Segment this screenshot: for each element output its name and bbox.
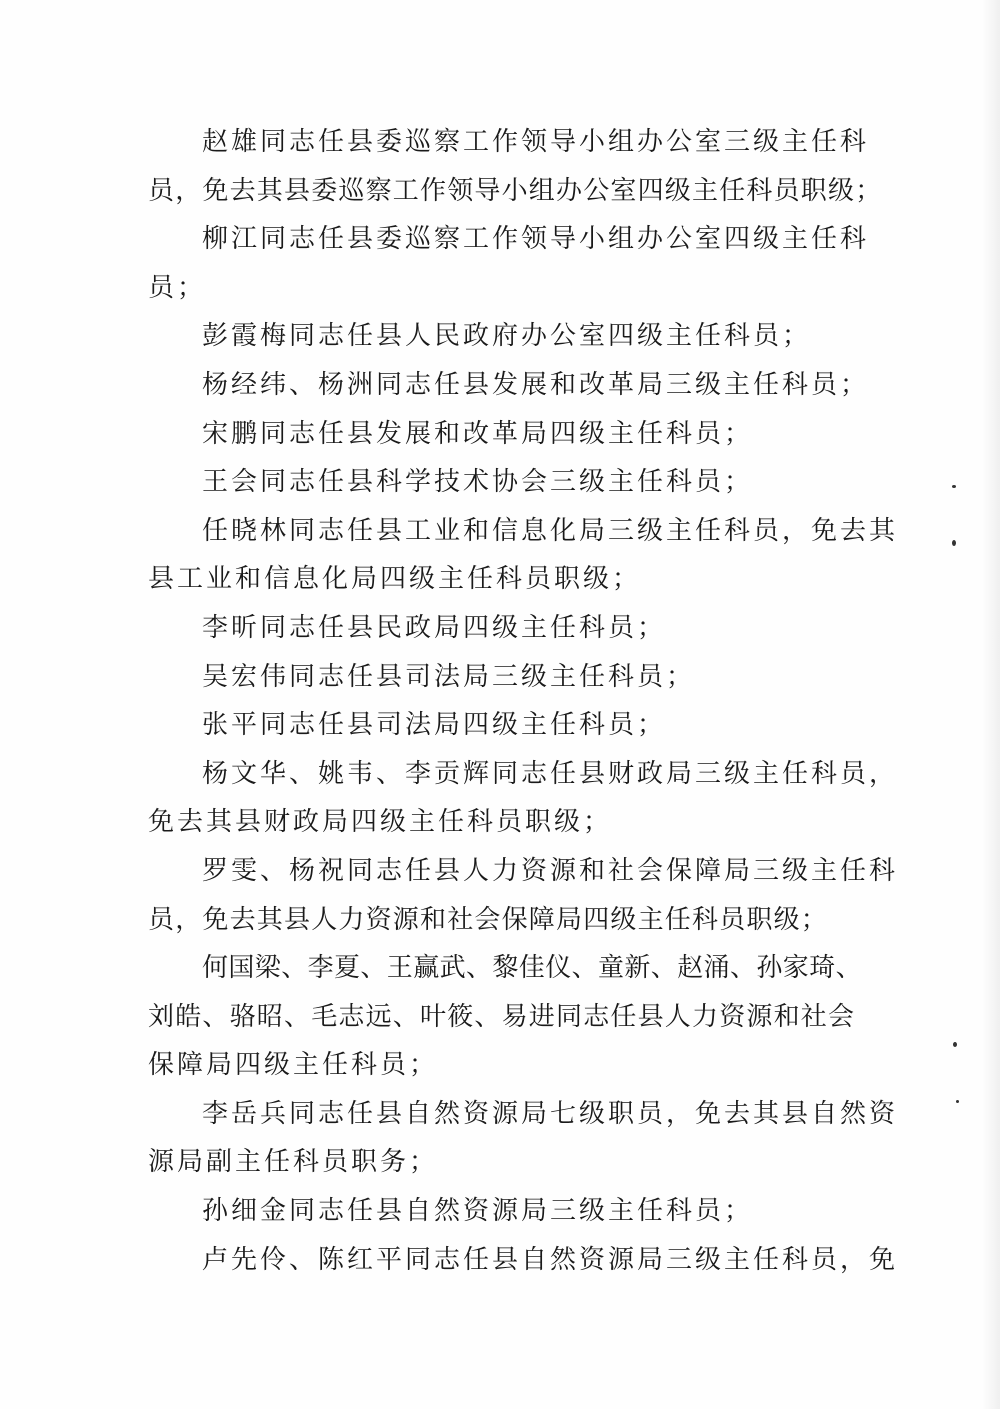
document-body [148, 118, 899, 1284]
paragraph-line: 杨文华、姚韦、李贡辉同志任县财政局三级主任科员， [202, 758, 899, 789]
scan-speck [953, 1042, 957, 1047]
paragraph-line: 源局副主任科员职务； [148, 1147, 439, 1178]
paragraph-line: 何国梁、李夏、王赢武、黎佳仪、童新、赵涌、孙家琦、 [202, 953, 863, 984]
paragraph-line: 免去其县财政局四级主任科员职级； [148, 807, 613, 838]
scan-specks [950, 0, 970, 1409]
paragraph-line: 员； [148, 272, 207, 303]
scan-speck [952, 485, 956, 488]
paragraph-line: 吴宏伟同志任县司法局三级主任科员； [202, 661, 696, 692]
paragraph-line: 任晓林同志任县工业和信息化局三级主任科员，免去其 [202, 515, 899, 546]
scan-edge-shadow [982, 0, 1000, 1409]
scan-speck [952, 540, 956, 546]
paragraph-line: 宋鹏同志任县发展和改革局四级主任科员； [202, 418, 754, 449]
paragraph-line: 员，免去其县委巡察工作领导小组办公室四级主任科员职级； [148, 175, 883, 206]
paragraph-line: 彭霞梅同志任县人民政府办公室四级主任科员； [202, 321, 812, 352]
paragraph-line: 李昕同志任县民政局四级主任科员； [202, 612, 667, 643]
paragraph-line: 刘皓、骆昭、毛志远、叶筱、易进同志任县人力资源和社会 [148, 1001, 856, 1032]
paragraph-line: 罗雯、杨祝同志任县人力资源和社会保障局三级主任科 [202, 855, 899, 886]
paragraph-line: 李岳兵同志任县自然资源局七级职员，免去其县自然资 [202, 1098, 899, 1129]
paragraph-line: 卢先伶、陈红平同志任县自然资源局三级主任科员，免 [202, 1244, 899, 1275]
paragraph-line: 孙细金同志任县自然资源局三级主任科员； [202, 1196, 754, 1227]
paragraph-line: 王会同志任县科学技术协会三级主任科员； [202, 467, 754, 498]
paragraph-line: 赵雄同志任县委巡察工作领导小组办公室三级主任科 [202, 127, 870, 157]
paragraph-line: 保障局四级主任科员； [148, 1050, 439, 1081]
paragraph-line: 柳江同志任县委巡察工作领导小组办公室四级主任科 [202, 224, 870, 255]
paragraph-line: 县工业和信息化局四级主任科员职级； [148, 564, 642, 595]
paragraph-line: 员，免去其县人力资源和社会保障局四级主任科员职级； [148, 904, 829, 935]
paragraph-line: 杨经纬、杨洲同志任县发展和改革局三级主任科员； [202, 369, 870, 400]
paragraph-line: 张平同志任县司法局四级主任科员； [202, 710, 667, 741]
scan-speck [956, 1100, 959, 1103]
